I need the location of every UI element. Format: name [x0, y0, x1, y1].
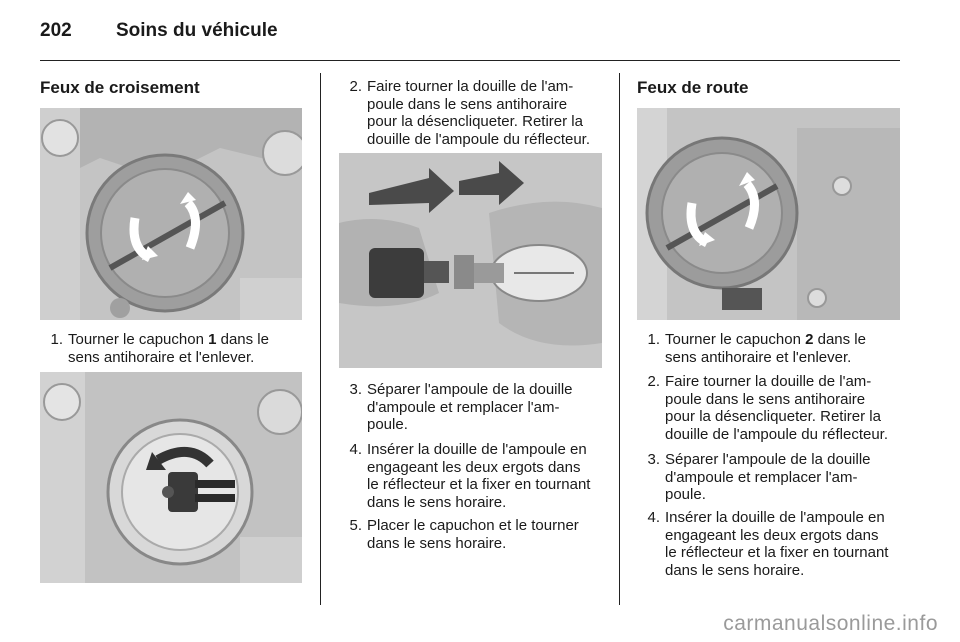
step-text: engageant les deux ergots dans	[665, 526, 879, 544]
watermark: carmanualsonline.info	[723, 612, 938, 635]
step-text: douille de l'ampoule du réflecteur.	[367, 130, 591, 148]
step-text: poule.	[665, 486, 706, 503]
header-divider	[40, 60, 900, 61]
step-text: d'ampoule et remplacer l'am-	[367, 398, 560, 416]
step-number: 1.	[647, 331, 660, 348]
cap-number: 1	[208, 331, 217, 348]
step-text: sens antihoraire et l'enlever.	[665, 348, 852, 366]
step-text: Tourner le capuchon	[665, 331, 806, 348]
step-text: dans le	[813, 331, 866, 348]
step-number: 2.	[349, 78, 362, 95]
illustration-high-beam-cap	[637, 108, 900, 320]
step-text: Séparer l'ampoule de la douille	[367, 381, 573, 398]
illustration-low-beam-cap	[40, 108, 302, 320]
page-number: 202	[40, 20, 72, 41]
step-text: poule dans le sens antihoraire	[367, 95, 568, 113]
step-text: Tourner le capuchon	[68, 331, 209, 348]
step-text: engageant les deux ergots dans	[367, 458, 581, 476]
step-text: le réflecteur et la fixer en tournant	[367, 476, 591, 493]
section-title-high-beam: Feux de route	[637, 78, 749, 97]
step-text: poule dans le sens antihoraire	[665, 390, 866, 408]
step-text: Faire tourner la douille de l'am-	[665, 373, 872, 390]
illustration-bulb-removal	[339, 153, 602, 368]
step-text: poule.	[367, 416, 408, 433]
step-number: 2.	[647, 373, 660, 390]
section-title-low-beam: Feux de croisement	[40, 78, 200, 97]
step-text: d'ampoule et remplacer l'am-	[665, 468, 858, 486]
step-text: Séparer l'ampoule de la douille	[665, 451, 871, 468]
column-divider-left	[320, 73, 321, 605]
cap-number: 2	[805, 331, 814, 348]
step-number: 4.	[647, 509, 660, 526]
illustration-low-beam-socket	[40, 372, 302, 583]
step-text: Insérer la douille de l'ampoule en	[367, 441, 587, 458]
step-text: le réflecteur et la fixer en tournant	[665, 544, 889, 561]
step-text: douille de l'ampoule du réflecteur.	[665, 425, 889, 443]
step-number: 5.	[349, 517, 362, 534]
column-divider-right	[619, 73, 620, 605]
step-number: 4.	[349, 441, 362, 458]
step-text: dans le sens horaire.	[367, 534, 507, 552]
step-text: dans le sens horaire.	[367, 493, 507, 511]
step-number: 3.	[349, 381, 362, 398]
step-text: Placer le capuchon et le tourner	[367, 517, 579, 534]
step-text: Faire tourner la douille de l'am-	[367, 78, 574, 95]
step-text: Insérer la douille de l'ampoule en	[665, 509, 885, 526]
step-text: dans le	[216, 331, 269, 348]
step-number: 3.	[647, 451, 660, 468]
step-text: pour la désencliqueter. Retirer la	[367, 113, 583, 130]
step-text: sens antihoraire et l'enlever.	[68, 348, 255, 366]
step-number: 1.	[50, 331, 63, 348]
step-text: pour la désencliqueter. Retirer la	[665, 408, 881, 425]
page-title: Soins du véhicule	[116, 20, 278, 41]
step-text: dans le sens horaire.	[665, 561, 805, 579]
